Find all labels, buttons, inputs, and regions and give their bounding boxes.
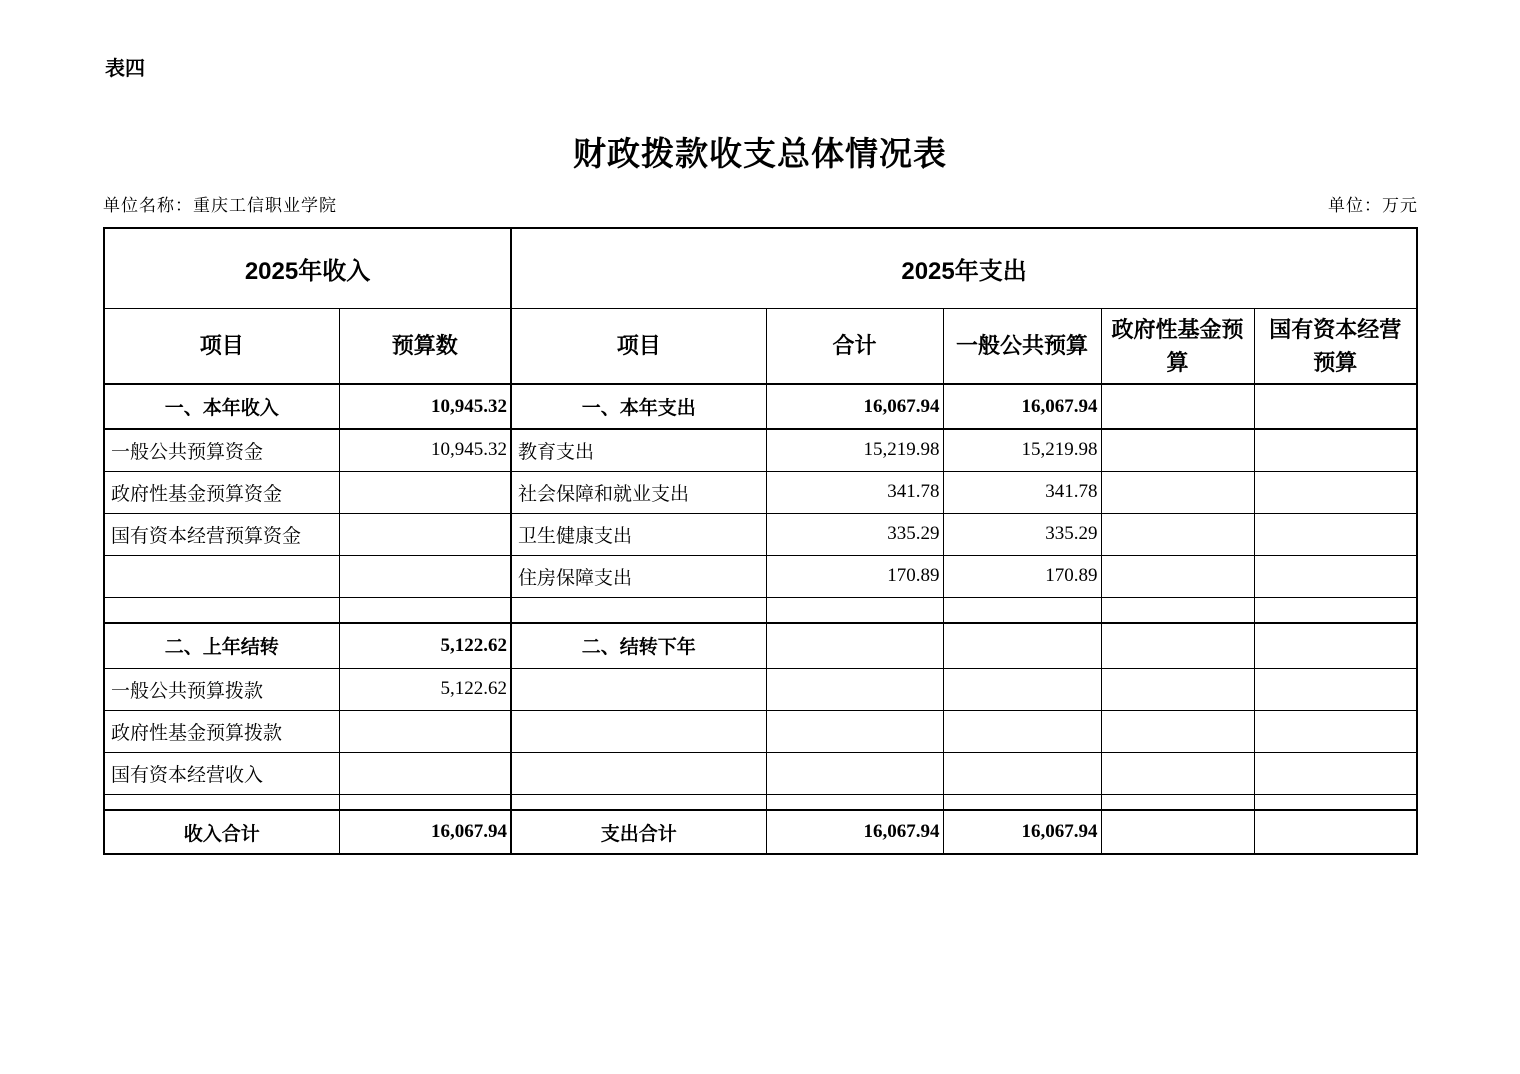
col-header-budget-amount: 预算数 <box>339 308 511 384</box>
table-cell: 16,067.94 <box>766 384 943 429</box>
table-cell <box>1101 623 1254 668</box>
table-cell: 5,122.62 <box>339 623 511 668</box>
table-cell <box>1254 710 1417 752</box>
table-cell <box>1101 668 1254 710</box>
table-cell <box>766 794 943 810</box>
table-cell: 16,067.94 <box>943 384 1101 429</box>
table-cell <box>1254 429 1417 471</box>
table-row <box>104 597 1417 623</box>
table-cell: 社会保障和就业支出 <box>511 471 766 513</box>
table-column-header-row <box>104 308 1417 384</box>
table-cell <box>339 710 511 752</box>
table-cell: 341.78 <box>766 471 943 513</box>
table-cell <box>943 752 1101 794</box>
table-cell <box>1254 384 1417 429</box>
table-cell <box>766 752 943 794</box>
table-cell <box>511 668 766 710</box>
table-cell <box>943 668 1101 710</box>
meta-row <box>103 191 1418 216</box>
table-cell <box>1101 794 1254 810</box>
table-row <box>104 794 1417 810</box>
table-cell: 10,945.32 <box>339 429 511 471</box>
table-cell <box>1101 555 1254 597</box>
page-title: 财政拨款收支总体情况表 <box>573 137 947 173</box>
unit-name-label: 单位名称：重庆工信职业学院 <box>103 196 337 215</box>
table-cell <box>766 623 943 668</box>
table-cell <box>943 623 1101 668</box>
table-cell <box>104 794 339 810</box>
table-row <box>104 429 1417 471</box>
budget-table-body <box>104 384 1417 854</box>
table-cell: 政府性基金预算拨款 <box>104 710 339 752</box>
table-cell: 5,122.62 <box>339 668 511 710</box>
table-row <box>104 555 1417 597</box>
table-cell: 一、本年支出 <box>511 384 766 429</box>
table-cell <box>1254 555 1417 597</box>
table-cell <box>943 597 1101 623</box>
table-cell: 341.78 <box>943 471 1101 513</box>
table-cell <box>1101 710 1254 752</box>
table-cell: 170.89 <box>943 555 1101 597</box>
col-header-general-public-budget: 一般公共预算 <box>943 308 1101 384</box>
table-cell <box>339 555 511 597</box>
table-cell: 政府性基金预算资金 <box>104 471 339 513</box>
col-header-income-item: 项目 <box>104 308 339 384</box>
table-cell: 卫生健康支出 <box>511 513 766 555</box>
table-cell: 一般公共预算资金 <box>104 429 339 471</box>
table-cell <box>1254 471 1417 513</box>
table-cell <box>766 710 943 752</box>
table-cell <box>1101 513 1254 555</box>
table-cell: 15,219.98 <box>943 429 1101 471</box>
table-row <box>104 384 1417 429</box>
table-cell <box>1101 429 1254 471</box>
table-cell <box>1254 623 1417 668</box>
table-cell <box>1101 810 1254 854</box>
table-cell: 国有资本经营预算资金 <box>104 513 339 555</box>
table-row <box>104 752 1417 794</box>
table-cell: 二、上年结转 <box>104 623 339 668</box>
table-cell: 教育支出 <box>511 429 766 471</box>
table-cell: 住房保障支出 <box>511 555 766 597</box>
table-cell <box>943 794 1101 810</box>
table-cell <box>104 555 339 597</box>
table-cell: 16,067.94 <box>339 810 511 854</box>
table-cell <box>1254 513 1417 555</box>
table-cell <box>339 513 511 555</box>
table-cell <box>339 794 511 810</box>
table-cell: 一般公共预算拨款 <box>104 668 339 710</box>
table-cell <box>1254 810 1417 854</box>
expense-group-header: 2025年支出 <box>511 228 1417 308</box>
table-cell: 16,067.94 <box>766 810 943 854</box>
table-cell <box>1254 597 1417 623</box>
table-number-label: 表四 <box>105 58 145 80</box>
table-cell <box>339 471 511 513</box>
table-cell <box>1101 597 1254 623</box>
table-cell: 收入合计 <box>104 810 339 854</box>
table-cell <box>766 668 943 710</box>
unit-label: 单位：万元 <box>1328 196 1418 215</box>
table-row <box>104 471 1417 513</box>
table-cell <box>511 794 766 810</box>
table-cell: 15,219.98 <box>766 429 943 471</box>
table-row <box>104 710 1417 752</box>
table-group-header-row <box>104 228 1417 308</box>
table-row <box>104 810 1417 854</box>
table-cell <box>1254 668 1417 710</box>
table-cell <box>1254 752 1417 794</box>
table-cell <box>511 597 766 623</box>
table-cell <box>1101 384 1254 429</box>
table-cell: 一、本年收入 <box>104 384 339 429</box>
col-header-government-fund-budget: 政府性基金预算 <box>1101 308 1254 384</box>
table-cell <box>943 710 1101 752</box>
table-row <box>104 623 1417 668</box>
col-header-expense-item: 项目 <box>511 308 766 384</box>
table-cell: 16,067.94 <box>943 810 1101 854</box>
budget-table <box>103 227 1418 855</box>
table-cell <box>1101 471 1254 513</box>
table-cell <box>1101 752 1254 794</box>
table-cell: 二、结转下年 <box>511 623 766 668</box>
col-header-total: 合计 <box>766 308 943 384</box>
table-cell: 170.89 <box>766 555 943 597</box>
table-cell <box>104 597 339 623</box>
table-cell <box>766 597 943 623</box>
income-group-header: 2025年收入 <box>104 228 511 308</box>
table-cell: 335.29 <box>766 513 943 555</box>
table-row <box>104 513 1417 555</box>
table-cell <box>1254 794 1417 810</box>
table-cell: 335.29 <box>943 513 1101 555</box>
col-header-state-capital-budget: 国有资本经营预算 <box>1254 308 1417 384</box>
table-row <box>104 668 1417 710</box>
table-cell <box>511 710 766 752</box>
table-cell <box>339 597 511 623</box>
table-cell: 10,945.32 <box>339 384 511 429</box>
table-cell: 支出合计 <box>511 810 766 854</box>
table-cell <box>511 752 766 794</box>
table-cell: 国有资本经营收入 <box>104 752 339 794</box>
table-cell <box>339 752 511 794</box>
